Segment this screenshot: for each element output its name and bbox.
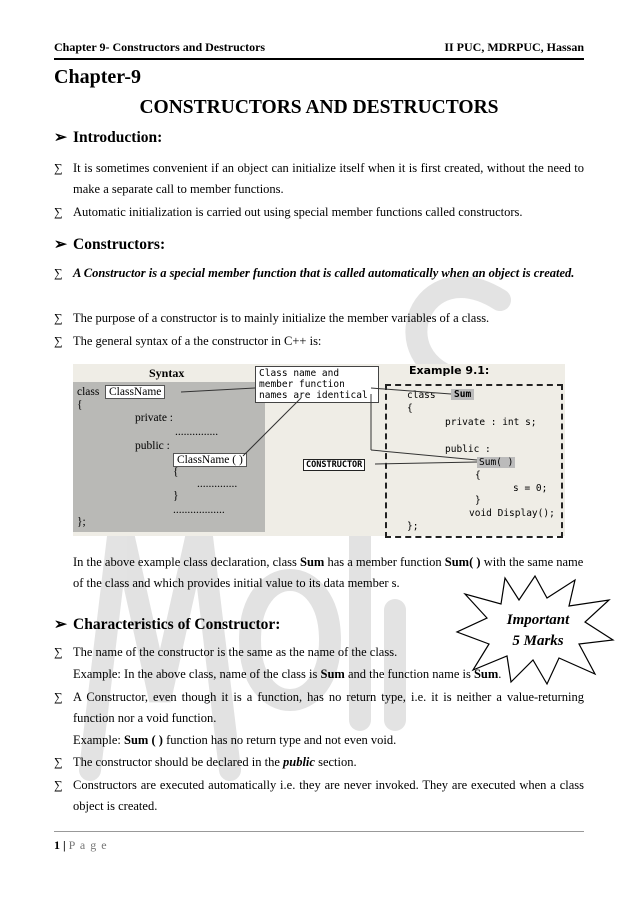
intro-heading: ➢ Introduction:	[54, 129, 163, 146]
sum-bullet-icon: ∑	[54, 645, 63, 659]
arrow-bullet-icon: ➢	[54, 129, 67, 146]
class-name-box: ClassName	[105, 385, 165, 399]
badge-text: Important 5 Marks	[506, 612, 570, 649]
char-example-1: Example: In the above class, name of the class is Sum and the function name is Sum.	[73, 667, 502, 681]
intro-bullet-1: ∑ It is sometimes convenient if an object can initialize itself when it is first created, without the need to make a separate call to member functions.	[54, 158, 584, 200]
page-header	[54, 38, 584, 60]
syntax-figure: Syntax class ClassName { private : ............... public : ClassName ( ) { .............. } .................. }; Class name and member function names are identical Example 9.1: class Sum { private : int s; public : Sum( ) { s = 0; } void Display(); }; CONSTRUCTOR	[73, 364, 565, 536]
char-bullet-4: ∑ Constructors are executed automatically i.e. they are never invoked. They are executed when a class object is created.	[54, 775, 584, 817]
page-label: P a g e	[68, 838, 108, 852]
page-number: 1	[54, 838, 60, 852]
char-bullet-2: ∑ A Constructor, even though it is a function, has no return type, i.e. it is neither a value-returning function nor a void function.	[54, 687, 584, 729]
header-right: II PUC, MDRPUC, Hassan	[444, 40, 584, 54]
sum-bullet-icon: ∑	[54, 334, 63, 348]
constructors-bullet-3: ∑ The general syntax of a the constructor in C++ is:	[54, 331, 584, 352]
arrow-bullet-icon: ➢	[54, 236, 67, 253]
constructor-tag: CONSTRUCTOR	[303, 459, 365, 471]
sum-bullet-icon: ∑	[54, 778, 63, 792]
page-footer: 1 | P a g e	[54, 831, 584, 832]
sum-highlight: Sum	[451, 389, 474, 400]
sum-bullet-icon: ∑	[54, 161, 63, 175]
callout-box: Class name and member function names are identical	[255, 366, 379, 403]
syntax-label: Syntax	[149, 366, 185, 380]
sum-ctor-highlight: Sum( )	[479, 457, 514, 468]
figure-explanation: In the above example class declaration, class Sum has a member function Sum( ) with the same name of the class and which provides initial value to its data member s.	[73, 555, 584, 590]
char-bullet-1: ∑ The name of the constructor is the same as the name of the class.	[54, 642, 584, 663]
sum-bullet-icon: ∑	[54, 690, 63, 704]
connector-lines	[73, 364, 565, 536]
sum-bullet-icon: ∑	[54, 205, 63, 219]
constructors-bullet-1: ∑ A Constructor is a special member function that is called automatically when an object is created.	[54, 263, 584, 284]
char-example-2: Example: Sum ( ) function has no return type and not even void.	[73, 733, 397, 747]
constructors-heading: ➢ Constructors:	[54, 236, 166, 253]
sum-bullet-icon: ∑	[54, 311, 63, 325]
sum-bullet-icon: ∑	[54, 266, 63, 280]
sum-bullet-icon: ∑	[54, 755, 63, 769]
chapter-label: Chapter-9	[54, 66, 142, 88]
header-left: Chapter 9- Constructors and Destructors	[54, 40, 266, 54]
characteristics-heading: ➢ Characteristics of Constructor:	[54, 616, 281, 633]
constructors-bullet-2: ∑ The purpose of a constructor is to mainly initialize the member variables of a class.	[54, 308, 584, 329]
intro-bullet-2: ∑ Automatic initialization is carried out using special member functions called constructors.	[54, 202, 584, 223]
ctor-name-box: ClassName ( )	[173, 453, 247, 467]
char-bullet-3: ∑ The constructor should be declared in the public section.	[54, 752, 584, 773]
example-label: Example 9.1:	[409, 364, 490, 377]
arrow-bullet-icon: ➢	[54, 616, 67, 633]
page-title: CONSTRUCTORS AND DESTRUCTORS	[139, 97, 499, 118]
